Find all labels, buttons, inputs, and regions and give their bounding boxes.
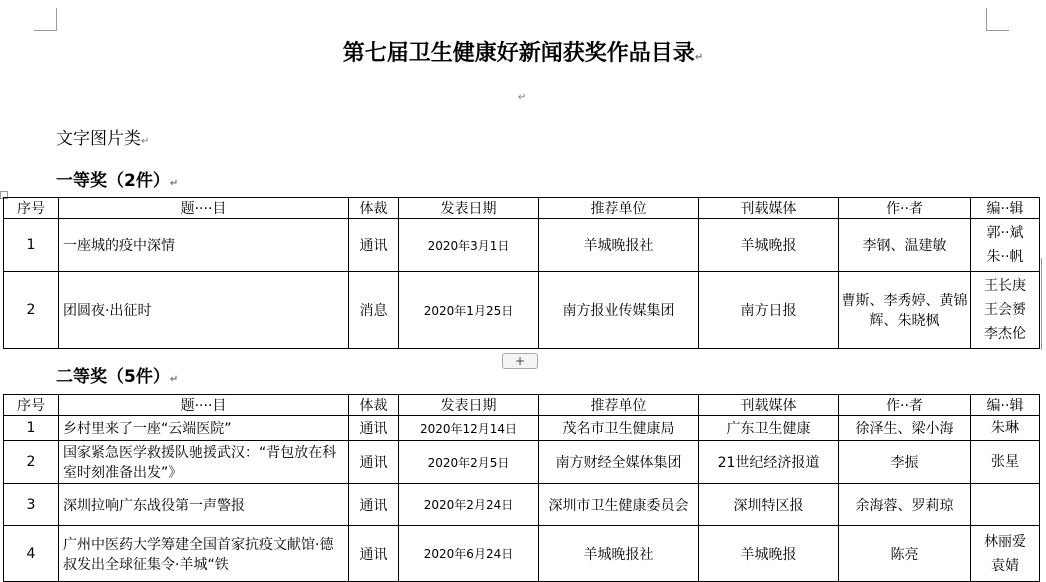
cell-media: 羊城晚报: [699, 526, 839, 582]
table-header-row: [4, 395, 1040, 416]
cell-no: 2: [4, 272, 59, 349]
cell-genre: 通讯: [349, 416, 399, 441]
cell-editors: [971, 416, 1040, 441]
cell-authors: 徐泽生、梁小海: [839, 416, 971, 441]
header-title: 题····目: [59, 198, 349, 219]
cell-date: 2020年2月5日: [399, 441, 539, 484]
table-row: [4, 441, 1040, 484]
header-genre: 体裁: [349, 198, 399, 219]
cell-authors: 曹斯、李秀婷、黄锦辉、朱晓枫: [839, 272, 971, 349]
award-heading-text: 一等奖（2件）: [56, 171, 170, 191]
category-text: 文字图片类: [56, 129, 141, 149]
paragraph-mark-icon: ↵: [169, 374, 179, 385]
header-authors: 作··者: [839, 395, 971, 416]
cell-genre: 通讯: [349, 484, 399, 526]
header-media: 刊载媒体: [699, 198, 839, 219]
header-no: 序号: [4, 198, 59, 219]
cell-genre: 通讯: [349, 441, 399, 484]
cell-unit: 茂名市卫生健康局: [539, 416, 699, 441]
editor-name: 朱··帆: [986, 249, 1024, 265]
editor-name: 林丽爱: [984, 533, 1026, 550]
first-prize-table: [3, 197, 1040, 349]
cell-editors: [971, 441, 1040, 484]
cell-title: 团圆夜·出征时: [59, 272, 349, 349]
cell-date: 2020年3月1日: [399, 219, 539, 272]
award-heading-second: [56, 362, 178, 387]
award-heading-first: [56, 166, 178, 191]
paragraph-mark-icon: ↵: [169, 178, 179, 189]
header-title: 题····目: [59, 395, 349, 416]
editor-name: 郭··斌: [986, 225, 1024, 241]
header-unit: 推荐单位: [539, 198, 699, 219]
paragraph-mark-icon: ↵: [518, 92, 527, 103]
header-genre: 体裁: [349, 395, 399, 416]
table-row: [4, 219, 1040, 272]
editor-name: 李杰伦: [984, 326, 1026, 342]
cell-genre: 通讯: [349, 526, 399, 582]
table-row: [4, 416, 1040, 441]
award-heading-text: 二等奖（5件）: [56, 367, 170, 387]
cell-unit: 南方财经全媒体集团: [539, 441, 699, 484]
cell-media: 羊城晚报: [699, 219, 839, 272]
header-editors: 编··辑: [971, 198, 1040, 219]
table-row: [4, 272, 1040, 349]
cell-no: 2: [4, 441, 59, 484]
cell-editors: [971, 272, 1040, 349]
cell-unit: 羊城晚报社: [539, 526, 699, 582]
cell-media: 广东卫生健康: [699, 416, 839, 441]
cell-media: 21世纪经济报道: [699, 441, 839, 484]
cell-authors: 陈亮: [839, 526, 971, 582]
table-header-row: [4, 198, 1040, 219]
cell-title: 国家紧急医学救援队驰援武汉：“背包放在科室时刻准备出发”》: [59, 441, 349, 484]
cell-title: 广州中医药大学筹建全国首家抗疫文献馆·德叔发出全球征集令·羊城“铁: [59, 526, 349, 582]
crop-mark-top-right: [986, 8, 1009, 31]
header-unit: 推荐单位: [539, 395, 699, 416]
cell-editors: [971, 219, 1040, 272]
table-resize-edge[interactable]: [1041, 258, 1042, 350]
header-authors: 作··者: [839, 198, 971, 219]
cell-authors: 李振: [839, 441, 971, 484]
second-prize-table: [3, 394, 1040, 582]
category-heading: [56, 124, 149, 149]
cell-title: 深圳拉响广东战役第一声警报: [59, 484, 349, 526]
header-media: 刊载媒体: [699, 395, 839, 416]
cell-no: 1: [4, 219, 59, 272]
header-date: 发表日期: [399, 395, 539, 416]
cell-media: 深圳特区报: [699, 484, 839, 526]
cell-unit: 深圳市卫生健康委员会: [539, 484, 699, 526]
cell-genre: 通讯: [349, 219, 399, 272]
paragraph-mark-icon: ↵: [694, 52, 704, 63]
cell-date: 2020年12月14日: [399, 416, 539, 441]
cell-genre: 消息: [349, 272, 399, 349]
editor-name: 朱琳: [991, 420, 1019, 436]
table-row: [4, 484, 1040, 526]
cell-authors: 李钢、温建敏: [839, 219, 971, 272]
editor-name: 王长庚: [984, 278, 1026, 294]
cell-authors: 余海蓉、罗莉琼: [839, 484, 971, 526]
document-title: [0, 36, 1046, 67]
paragraph-mark-icon: ↵: [141, 136, 150, 147]
cell-no: 1: [4, 416, 59, 441]
editor-name: 张星: [991, 454, 1019, 470]
cell-editors: [971, 484, 1040, 526]
cell-media: 南方日报: [699, 272, 839, 349]
cell-no: 3: [4, 484, 59, 526]
cell-date: 2020年1月25日: [399, 272, 539, 349]
header-no: 序号: [4, 395, 59, 416]
cell-unit: 南方报业传媒集团: [539, 272, 699, 349]
document-title-text: 第七届卫生健康好新闻获奖作品目录: [342, 40, 695, 66]
cell-no: 4: [4, 526, 59, 582]
crop-mark-top-left: [34, 8, 57, 31]
header-date: 发表日期: [399, 198, 539, 219]
cell-editors: [971, 526, 1040, 582]
table-row: [4, 526, 1040, 582]
cell-unit: 羊城晚报社: [539, 219, 699, 272]
cell-title: 一座城的疫中深情: [59, 219, 349, 272]
insert-row-button[interactable]: +: [502, 353, 538, 369]
cell-date: 2020年2月24日: [399, 484, 539, 526]
cell-title: 乡村里来了一座“云端医院”: [59, 416, 349, 441]
cell-date: 2020年6月24日: [399, 526, 539, 582]
header-editors: 编··辑: [971, 395, 1040, 416]
editor-name: 王会赟: [984, 302, 1026, 318]
editor-name: 袁婧: [991, 557, 1019, 574]
